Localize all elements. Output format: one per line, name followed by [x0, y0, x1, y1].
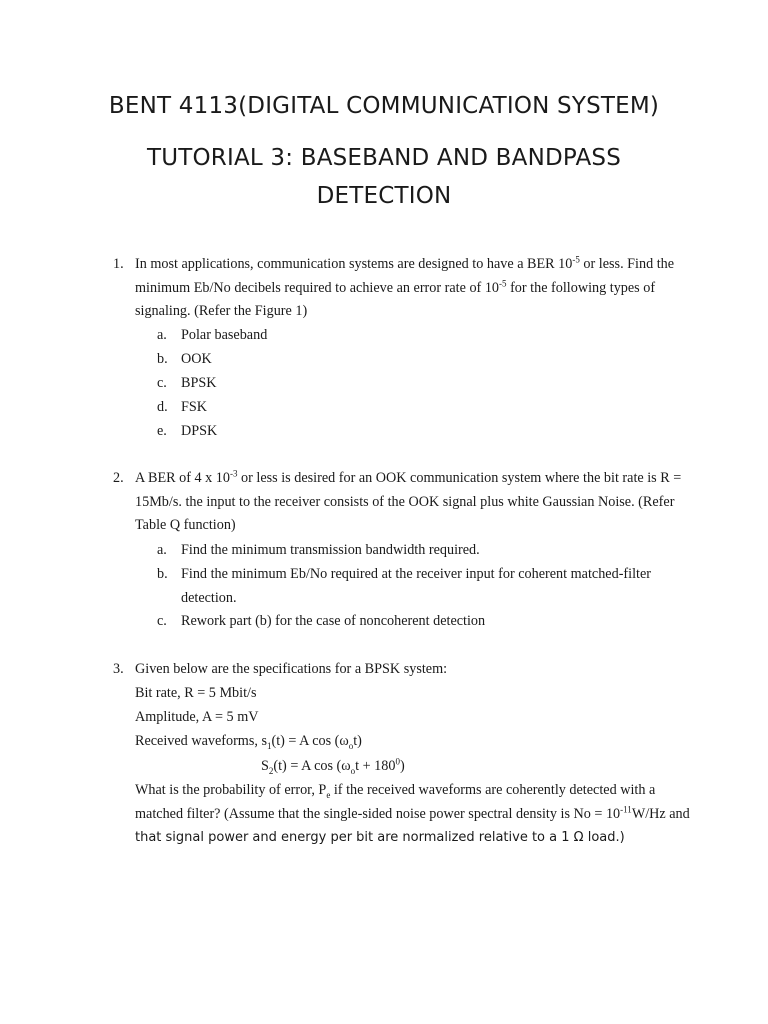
- question-text-line: What is the probability of error, $P_e$ if the received waveforms are coherently detected with a: [135, 782, 656, 800]
- item-letter: c.: [157, 375, 167, 391]
- tutorial-title-line2: DETECTION: [316, 183, 452, 209]
- item-text: Find the minimum transmission bandwidth required.: [181, 542, 480, 558]
- item-letter: e.: [157, 423, 167, 439]
- item-text: detection.: [181, 590, 237, 606]
- item-letter: a.: [157, 542, 167, 558]
- item-text: Rework part (b) for the case of noncoherent detection: [181, 613, 486, 629]
- waveform-s2: $S_2(t) = A$ $\cos (\omega_ot + 180^0)$: [261, 756, 405, 776]
- item-text: Polar baseband: [181, 327, 268, 343]
- item-letter: a.: [157, 327, 167, 343]
- question-text-line: A BER of 4 x $10^{-3}$ or less is desired for an OOK communication system where the bit rate is R =: [135, 468, 682, 486]
- question-text-line: matched filter? (Assume that the single-sided noise power spectral density is $No = 10^{-11}W/Hz$ and: [135, 804, 690, 822]
- item-letter: b.: [157, 351, 168, 367]
- question-text-line: Given below are the specifications for a BPSK system:: [135, 661, 448, 677]
- question-text-line: 15Mb/s. the input to the receiver consists of the OOK signal plus white Gaussian Noise. (Refer: [135, 494, 675, 510]
- question-text-line: In most applications, communication systems are designed to have a BER $10^{-5}$ or less. Find the: [135, 254, 675, 272]
- question-text-line: that signal power and energy per bit are normalized relative to a 1 Ω load.): [135, 830, 625, 845]
- spec-amplitude: Amplitude, A = 5 mV: [135, 709, 259, 725]
- item-text: DPSK: [181, 423, 218, 439]
- item-letter: d.: [157, 399, 168, 415]
- question-text-line: minimum Eb/No decibels required to achieve an error rate of $10^{-5}$ for the following types of: [135, 278, 656, 296]
- question-number: 1.: [113, 256, 124, 272]
- question-text-line: signaling. (Refer the Figure 1): [135, 303, 308, 319]
- item-letter: b.: [157, 566, 168, 582]
- item-text: FSK: [181, 399, 208, 415]
- course-title: BENT 4113(DIGITAL COMMUNICATION SYSTEM): [108, 93, 660, 119]
- question-number: 2.: [113, 470, 124, 486]
- spec-bitrate: Bit rate, R = 5 Mbit/s: [135, 685, 257, 701]
- question-text-line: Table Q function): [135, 517, 236, 533]
- item-letter: c.: [157, 613, 167, 629]
- item-text: Find the minimum Eb/No required at the receiver input for coherent matched-filter: [181, 566, 651, 582]
- item-text: BPSK: [181, 375, 217, 391]
- waveform-s1: Received waveforms, $s_1(t) = A$ $\cos (\omega_ot)$: [135, 733, 362, 751]
- tutorial-title-line1: TUTORIAL 3: BASEBAND AND BANDPASS: [146, 145, 622, 171]
- item-text: OOK: [181, 351, 212, 367]
- question-number: 3.: [113, 661, 124, 677]
